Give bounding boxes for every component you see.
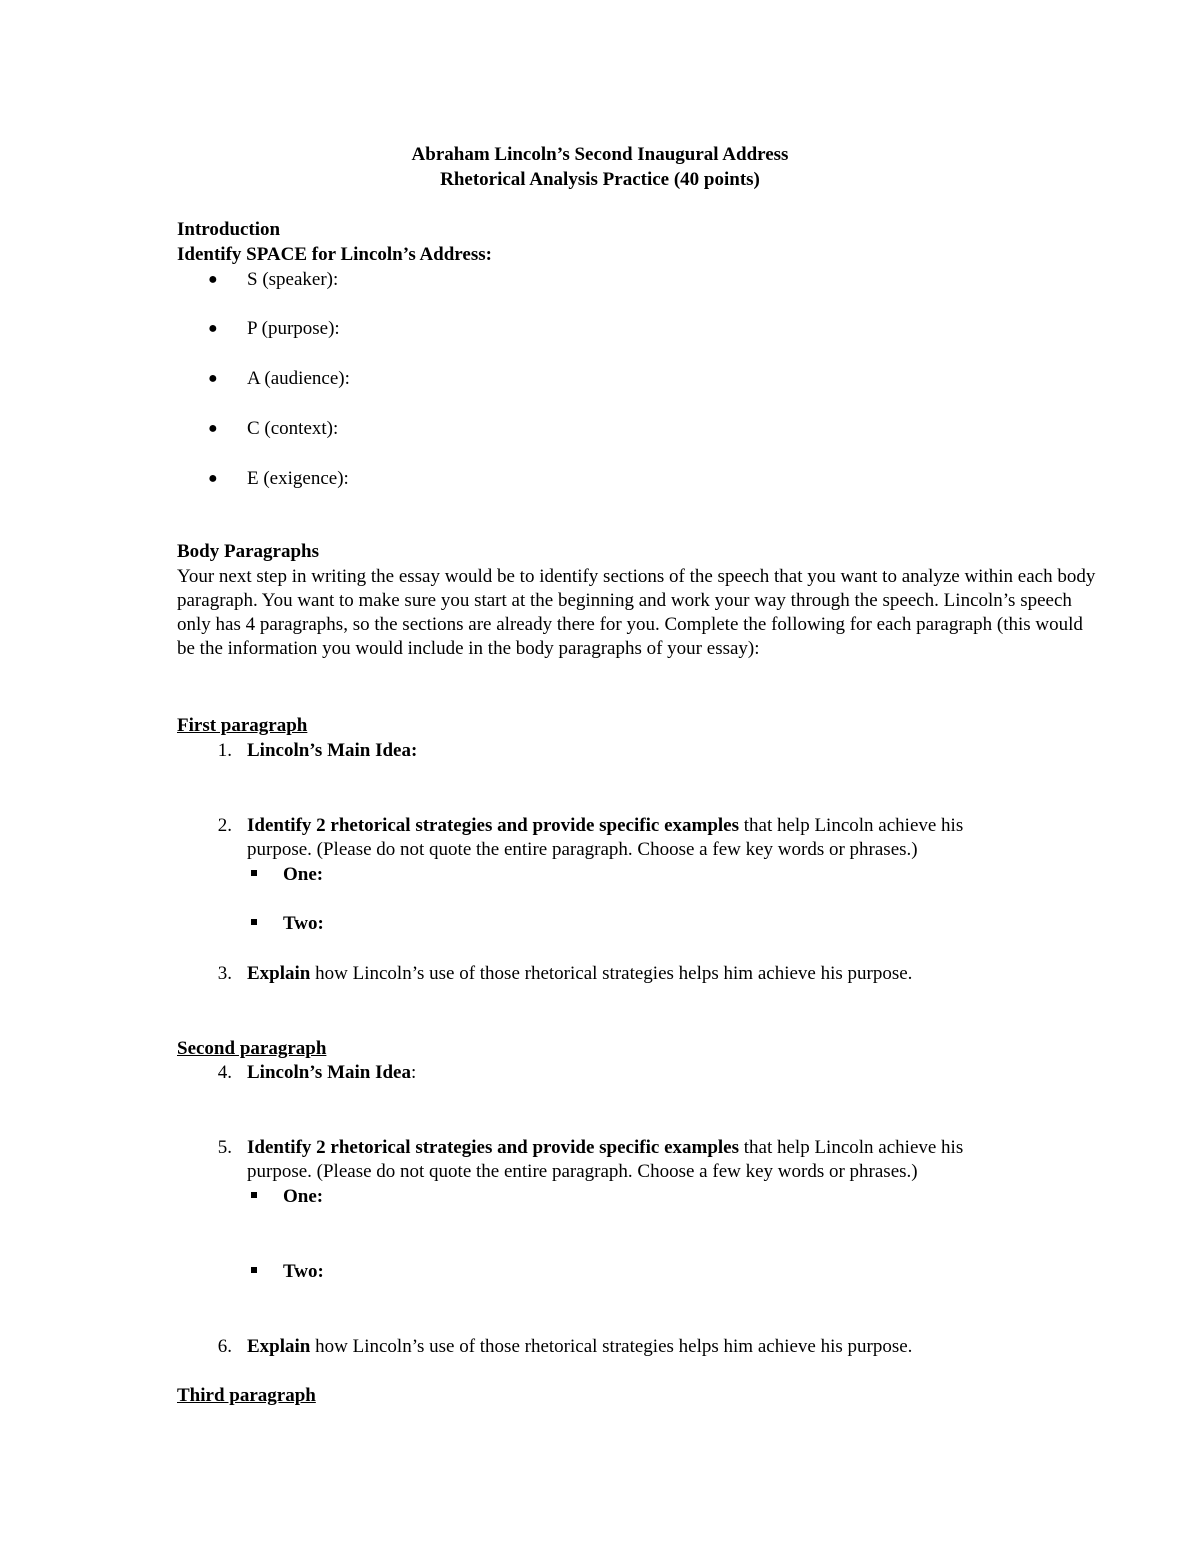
strategies-prompt-bold: Identify 2 rhetorical strategies and provide specific examples bbox=[247, 815, 739, 836]
explain-prompt bbox=[247, 1335, 912, 1359]
strategy-one-label: One: bbox=[283, 864, 324, 885]
space-item-context: C (context): bbox=[247, 418, 339, 439]
list-number: 2. bbox=[217, 815, 232, 836]
square-bullet-icon bbox=[251, 1267, 257, 1273]
list-number: 1. bbox=[217, 740, 232, 761]
list-number: 4. bbox=[217, 1062, 232, 1083]
strategies-prompt bbox=[247, 814, 963, 838]
strategies-prompt-rest: that help Lincoln achieve his bbox=[739, 815, 964, 836]
strategies-prompt-bold: Identify 2 rhetorical strategies and provide specific examples bbox=[247, 1137, 739, 1158]
third-paragraph-heading: Third paragraph bbox=[177, 1385, 316, 1406]
space-item-exigence: E (exigence): bbox=[247, 468, 349, 489]
document-title: Abraham Lincoln’s Second Inaugural Address bbox=[411, 144, 789, 165]
main-idea-bold: Lincoln’s Main Idea bbox=[247, 1062, 411, 1083]
strategies-prompt bbox=[247, 1136, 963, 1160]
main-idea-label: Lincoln’s Main Idea: bbox=[247, 740, 418, 761]
document-subtitle: Rhetorical Analysis Practice (40 points) bbox=[440, 169, 760, 190]
first-paragraph-heading: First paragraph bbox=[177, 715, 308, 736]
list-number: 6. bbox=[217, 1336, 232, 1357]
strategy-two-label: Two: bbox=[283, 913, 324, 934]
bullet-icon: ● bbox=[208, 420, 218, 437]
explain-rest: how Lincoln’s use of those rhetorical strategies helps him achieve his purpose. bbox=[310, 963, 913, 984]
square-bullet-icon bbox=[251, 870, 257, 876]
strategies-note: purpose. (Please do not quote the entire paragraph. Choose a few key words or phrases.) bbox=[247, 1161, 918, 1182]
space-item-purpose: P (purpose): bbox=[247, 318, 340, 339]
main-idea-colon: : bbox=[411, 1062, 417, 1083]
bullet-icon: ● bbox=[208, 320, 218, 337]
explain-prompt bbox=[247, 962, 912, 986]
strategy-one-label: One: bbox=[283, 1186, 324, 1207]
body-instructions: Your next step in writing the essay would be to identify sections of the speech that you want to analyze within each body paragraph. You want to make sure you start at the beginning and work your way through the speech. Lincoln’s speech only has 4 paragraphs, so the sections are already there for you. Complete the following for each paragraph (this would be the information you would include in the body paragraphs of your essay): bbox=[177, 566, 1096, 659]
strategies-note: purpose. (Please do not quote the entire paragraph. Choose a few key words or phrases.) bbox=[247, 839, 918, 860]
list-number: 3. bbox=[217, 963, 232, 984]
bullet-icon: ● bbox=[208, 370, 218, 387]
strategies-prompt-rest: that help Lincoln achieve his bbox=[739, 1137, 964, 1158]
explain-bold: Explain bbox=[247, 963, 311, 984]
explain-bold: Explain bbox=[247, 1336, 311, 1357]
square-bullet-icon bbox=[251, 1192, 257, 1198]
list-number: 5. bbox=[217, 1137, 232, 1158]
body-paragraphs-heading: Body Paragraphs bbox=[177, 541, 319, 562]
space-item-audience: A (audience): bbox=[247, 368, 350, 389]
second-paragraph-heading: Second paragraph bbox=[177, 1038, 327, 1059]
bullet-icon: ● bbox=[208, 271, 218, 288]
strategy-two-label: Two: bbox=[283, 1261, 324, 1282]
introduction-heading: Introduction bbox=[177, 219, 281, 240]
space-heading: Identify SPACE for Lincoln’s Address: bbox=[177, 244, 492, 265]
explain-rest: how Lincoln’s use of those rhetorical strategies helps him achieve his purpose. bbox=[310, 1336, 913, 1357]
bullet-icon: ● bbox=[208, 470, 218, 487]
square-bullet-icon bbox=[251, 919, 257, 925]
space-item-speaker: S (speaker): bbox=[247, 269, 339, 290]
main-idea-label bbox=[247, 1061, 416, 1085]
